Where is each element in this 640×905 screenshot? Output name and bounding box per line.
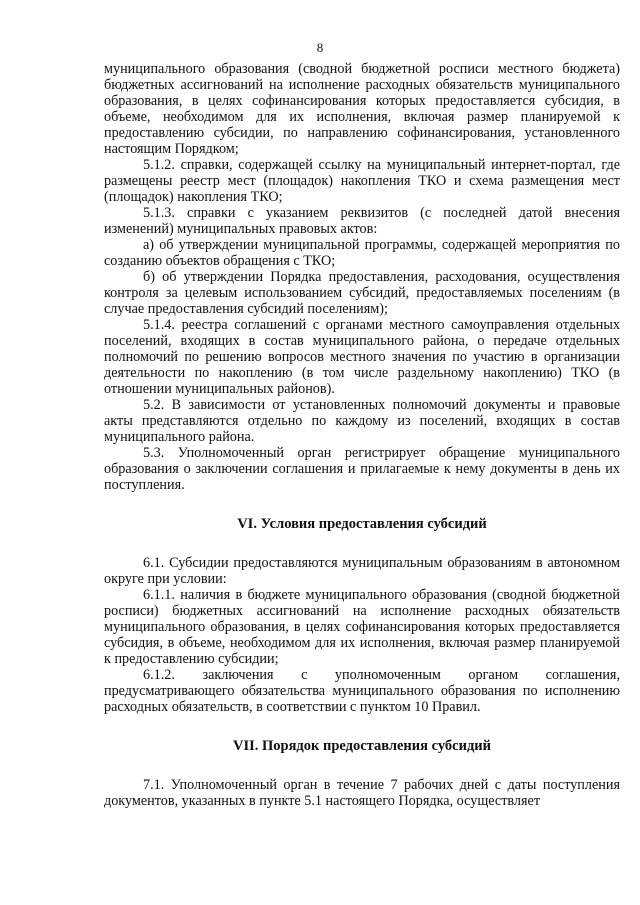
paragraph-5-1-4: 5.1.4. реестра соглашений с органами местного самоуправления отдельных поселений, входящих в состав муниципального района, о передаче отдельных полномочий по решению вопросов местного значения по участию в организации деятельности по накоплению (в том числе раздельному накоплению) ТКО (в отношении муниципальных районов). [104,317,620,397]
paragraph-5-1-3-b: б) об утверждении Порядка предоставления, расходования, осуществления контроля за целевым использованием субсидий, предоставляемых поселениям (в случае предоставления субсидий поселениям); [104,269,620,317]
paragraph-5-2: 5.2. В зависимости от установленных полномочий документы и правовые акты представляются отдельно по каждому из поселений, входящих в состав муниципального района. [104,397,620,445]
page-number: 8 [316,40,324,55]
paragraph-6-1-2: 6.1.2. заключения с уполномоченным органом соглашения, предусматривающего обязательства муниципального образования по исполнению расходных обязательств, в соответствии с пунктом 10 Правил. [104,667,620,715]
paragraph-6-1-1: 6.1.1. наличия в бюджете муниципального образования (сводной бюджетной росписи) бюджетных ассигнований на исполнение расходных обязательств муниципального образования, в целях софинансирования которых предоставляется субсидия, в объеме, необходимом для их исполнения, включая размер планируемой к предоставлению субсидии; [104,587,620,667]
paragraph-7-1: 7.1. Уполномоченный орган в течение 7 рабочих дней с даты поступления документов, указанных в пункте 5.1 настоящего Порядка, осуществляет [104,777,620,809]
paragraph-6-1: 6.1. Субсидии предоставляются муниципальным образованиям в автономном округе при условии: [104,555,620,587]
paragraph-continuation: муниципального образования (сводной бюджетной росписи местного бюджета) бюджетных ассигнований на исполнение расходных обязательств муниципального образования, в целях софинансирования которых предоставляется субсидия, в объеме, необходимом для их исполнения, включая размер планируемой к предоставлению субсидии, по направлению софинансирования, установленного настоящим Порядком; [104,61,620,157]
section-heading-vii: VII. Порядок предоставления субсидий [232,738,492,754]
paragraph-5-3: 5.3. Уполномоченный орган регистрирует обращение муниципального образования о заключении соглашения и прилагаемые к нему документы в день их поступления. [104,445,620,493]
document-body [104,61,620,809]
paragraph-5-1-3-a: а) об утверждении муниципальной программы, содержащей мероприятия по созданию объектов обращения с ТКО; [104,237,620,269]
section-heading-vi: VI. Условия предоставления субсидий [237,516,487,532]
paragraph-5-1-3: 5.1.3. справки с указанием реквизитов (с последней датой внесения изменений) муниципальных правовых актов: [104,205,620,237]
paragraph-5-1-2: 5.1.2. справки, содержащей ссылку на муниципальный интернет-портал, где размещены реестр мест (площадок) накопления ТКО и схема размещения мест (площадок) накопления ТКО; [104,157,620,205]
